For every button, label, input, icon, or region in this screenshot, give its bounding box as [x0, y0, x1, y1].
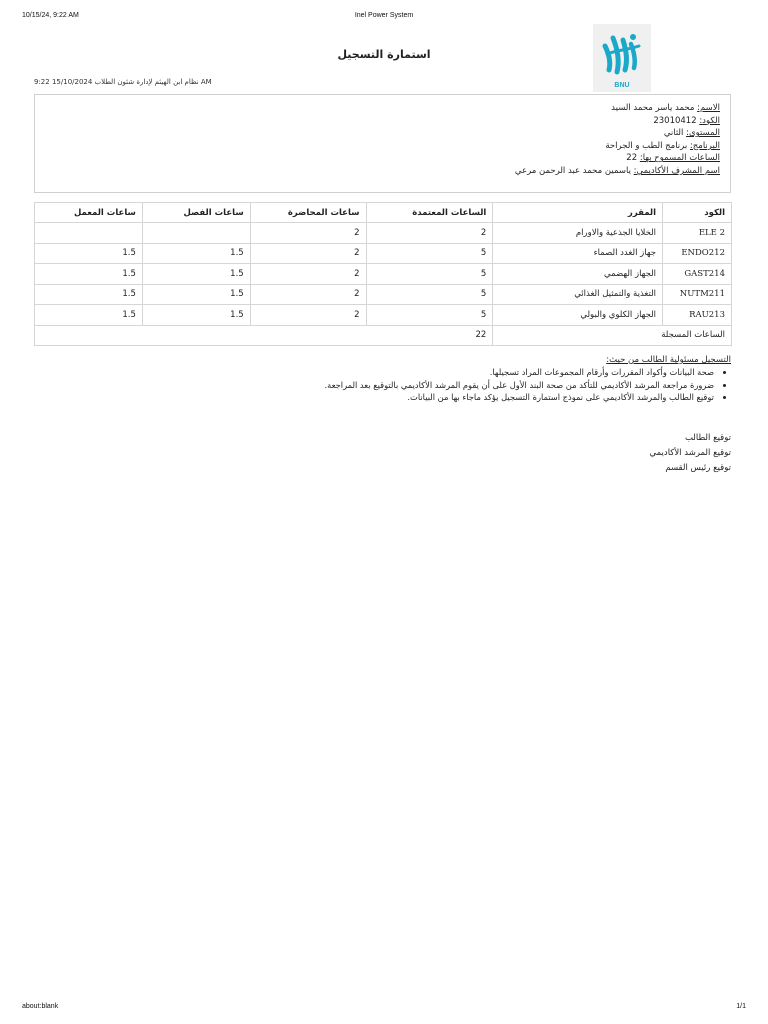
student-level-value: الثاني: [663, 128, 684, 139]
cell-lecture-hours: 2: [250, 264, 366, 285]
advisor-row: [515, 165, 720, 178]
cell-credit-hours: 5: [366, 284, 493, 305]
table-row: [35, 305, 732, 326]
allowed-hours-value: 22: [626, 153, 638, 164]
cell-credit-hours: 5: [366, 305, 493, 326]
student-code-label: الكود:: [699, 115, 720, 126]
cell-lecture-hours: 2: [250, 223, 366, 244]
student-level-label: المستوى:: [686, 128, 720, 139]
student-code-row: [515, 115, 720, 128]
student-program-label: البرنامج:: [689, 140, 720, 151]
student-info-box: [34, 94, 731, 193]
cell-lab-hours: 1.5: [35, 305, 143, 326]
cell-code: RAU213: [663, 305, 732, 326]
registration-notes: [325, 354, 731, 404]
table-row: [35, 264, 732, 285]
cell-class-hours: [142, 223, 250, 244]
table-header-row: [35, 203, 732, 223]
cell-course: الجهاز الهضمي: [493, 264, 663, 285]
cell-lab-hours: 1.5: [35, 243, 143, 264]
col-header-credit-hours: الساعات المعتمدة: [366, 203, 493, 223]
col-header-lecture-hours: ساعات المحاضرة: [250, 203, 366, 223]
allowed-hours-row: [515, 152, 720, 165]
allowed-hours-label: الساعات المسموح بها:: [639, 153, 720, 164]
signature-head: توقيع رئيس القسم: [665, 463, 731, 473]
table-total-row: [35, 325, 732, 346]
cell-class-hours: 1.5: [142, 243, 250, 264]
cell-code: ENDO212: [663, 243, 732, 264]
cell-credit-hours: 5: [366, 264, 493, 285]
print-datetime: 10/15/24, 9:22 AM: [22, 12, 79, 19]
cell-class-hours: 1.5: [142, 284, 250, 305]
cell-lab-hours: 1.5: [35, 264, 143, 285]
student-program-row: [515, 140, 720, 153]
cell-lecture-hours: 2: [250, 243, 366, 264]
cell-credit-hours: 2: [366, 223, 493, 244]
print-window-title: Inel Power System: [354, 12, 414, 19]
cell-lab-hours: [35, 223, 143, 244]
col-header-course: المقرر: [493, 203, 663, 223]
table-row: [35, 243, 732, 264]
table-row: [35, 223, 732, 244]
print-page-number: 1/1: [736, 1003, 746, 1010]
cell-code: GAST214: [663, 264, 732, 285]
student-level-row: [515, 127, 720, 140]
note-item: • ضرورة مراجعة المرشد الأكاديمي للتأكد من صحة البند الأول على أن يقوم المرشد الأكاديمي بالتوقيع بعد المراجعة.: [325, 379, 714, 392]
col-header-class-hours: ساعات الفصل: [142, 203, 250, 223]
advisor-label: اسم المشرف الأكاديمي:: [633, 165, 720, 176]
cell-code: ELE 2: [663, 223, 732, 244]
cell-course: التغذية والتمثيل الغذائي: [493, 284, 663, 305]
cell-credit-hours: 5: [366, 243, 493, 264]
notes-title: التسجيل مسئولية الطالب من حيث:: [606, 355, 731, 365]
cell-course: جهاز الغدد الصماء: [493, 243, 663, 264]
logo-text: BNU: [614, 82, 630, 89]
student-name-value: محمد ياسر محمد السيد: [611, 103, 695, 113]
table-row: [35, 284, 732, 305]
cell-lab-hours: 1.5: [35, 284, 143, 305]
note-item: • توقيع الطالب والمرشد الأكاديمي على نموذج استمارة التسجيل يؤكد ماجاء بها من البيانات.: [325, 391, 714, 404]
student-code-value: 23010412: [653, 115, 697, 126]
cell-class-hours: 1.5: [142, 305, 250, 326]
student-info-lines: [515, 102, 720, 178]
courses-table: [34, 202, 732, 346]
cell-course: الجهاز الكلوي والبولي: [493, 305, 663, 326]
notes-list: [325, 366, 731, 404]
form-title: استمارة التسجيل: [337, 48, 431, 61]
cell-lecture-hours: 2: [250, 284, 366, 305]
total-hours-value: 22: [35, 325, 493, 346]
signatures: [650, 431, 731, 476]
col-header-lab-hours: ساعات المعمل: [35, 203, 143, 223]
cell-code: NUTM211: [663, 284, 732, 305]
note-item: • صحة البيانات وأكواد المقررات وأرقام المجموعات المراد تسجيلها.: [325, 366, 714, 379]
cell-course: الخلايا الجذعية والاورام: [493, 223, 663, 244]
student-name-row: [515, 102, 720, 115]
signature-advisor: توقيع المرشد الأكاديمي: [649, 448, 731, 458]
print-url: about:blank: [22, 1003, 59, 1010]
cell-class-hours: 1.5: [142, 264, 250, 285]
system-line: نظام ابن الهيثم لإدارة شئون الطلاب 15/10/2024 9:22 AM: [34, 78, 212, 86]
advisor-value: ياسمين محمد عبد الرحمن مرعي: [514, 165, 631, 176]
student-program-value: برنامج الطب و الجراحة: [605, 140, 688, 151]
signature-student: توقيع الطالب: [684, 433, 731, 443]
total-hours-label: الساعات المسجلة: [493, 325, 732, 346]
cell-lecture-hours: 2: [250, 305, 366, 326]
col-header-code: الكود: [663, 203, 732, 223]
student-name-label: الاسم:: [697, 103, 720, 113]
